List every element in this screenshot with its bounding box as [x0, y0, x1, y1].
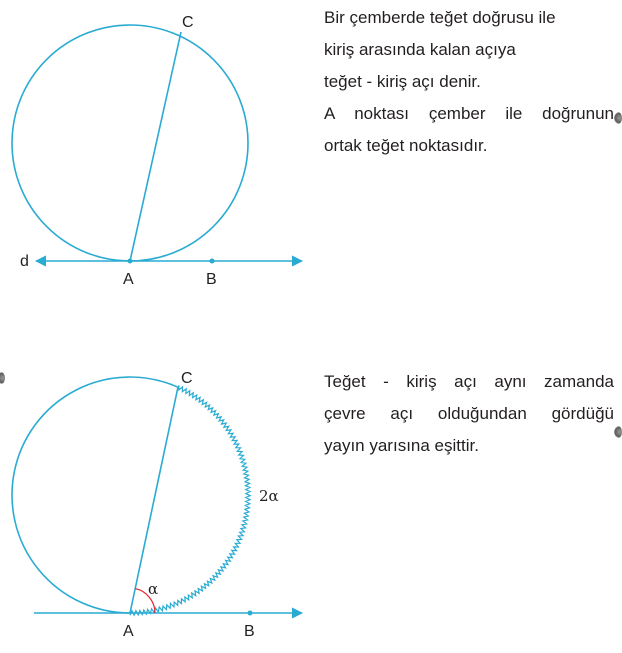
label-angle-alpha: α	[148, 580, 159, 598]
label-c: C	[181, 370, 193, 387]
property-line-1: Teğet - kiriş açı aynı zamanda	[324, 372, 614, 391]
point-b	[210, 259, 215, 264]
label-a: A	[123, 271, 134, 288]
definition-line-1: Bir çemberde teğet doğrusu ile	[324, 8, 556, 27]
figure-1-svg	[0, 0, 315, 300]
label-b: B	[206, 271, 217, 288]
property-line-2: çevre açı olduğundan gördüğü	[324, 404, 614, 423]
definition-text	[324, 2, 614, 162]
edge-mark-right-top	[614, 112, 622, 124]
definition-line-3: teğet - kiriş açı denir.	[324, 72, 481, 91]
definition-line-4: A noktası çember ile doğrunun	[324, 104, 614, 123]
chord-ac	[130, 32, 181, 261]
label-a: A	[123, 623, 134, 640]
figure-2-svg	[0, 360, 315, 653]
edge-mark-right-bottom	[614, 426, 622, 438]
label-arc-measure: 2α	[259, 487, 279, 505]
definition-line-2: kiriş arasında kalan açıya	[324, 40, 516, 59]
tangent-chord-figure-1	[0, 0, 315, 300]
property-text	[324, 366, 614, 462]
point-b	[248, 611, 253, 616]
point-a	[128, 259, 133, 264]
tangent-chord-figure-2	[0, 360, 315, 653]
definition-line-5: ortak teğet noktasıdır.	[324, 136, 488, 155]
label-c: C	[182, 14, 194, 31]
property-line-3: yayın yarısına eşittir.	[324, 436, 479, 455]
circle	[12, 25, 248, 261]
label-b: B	[244, 623, 255, 640]
label-d: d	[20, 253, 29, 270]
circle-major-arc	[12, 377, 178, 613]
